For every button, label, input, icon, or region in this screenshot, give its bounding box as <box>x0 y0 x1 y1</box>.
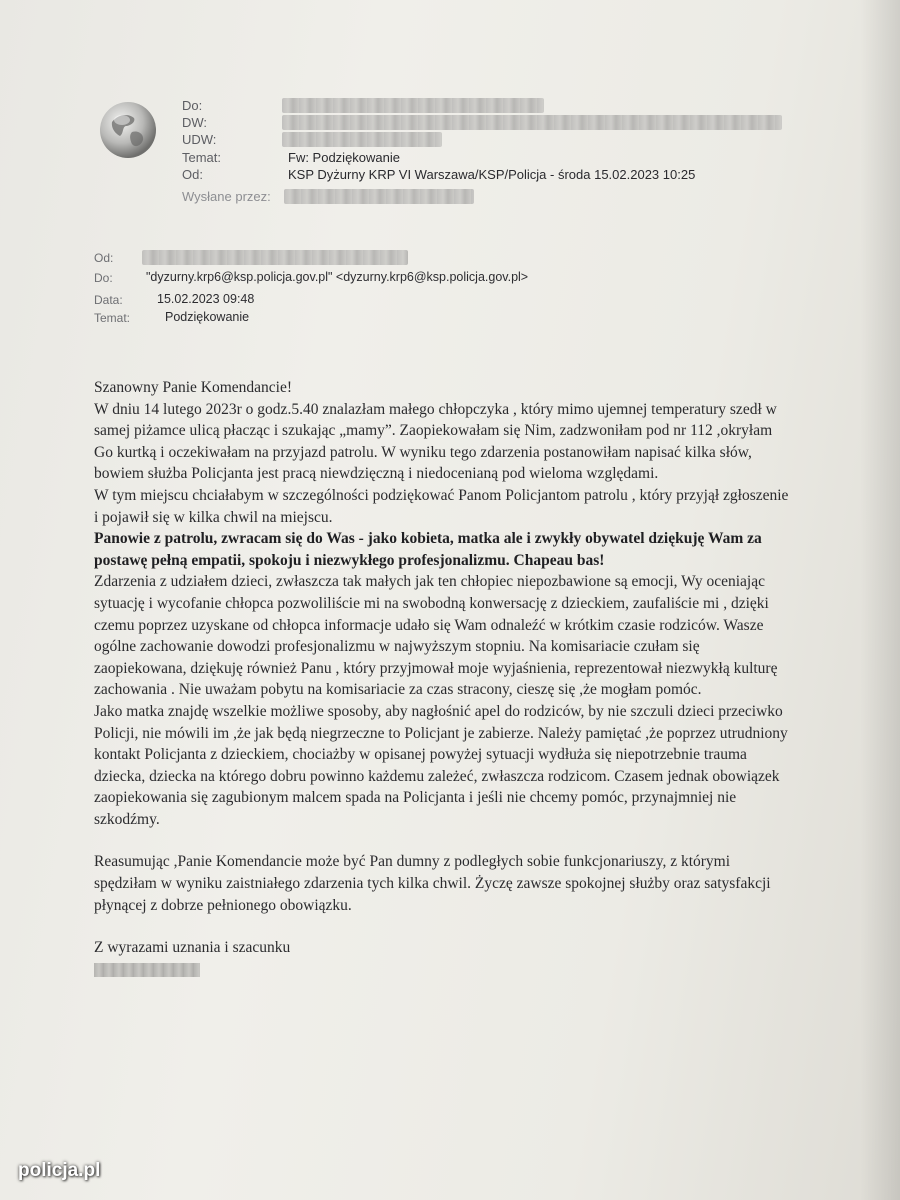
redacted-fwd-from <box>142 250 408 265</box>
to-label: Do: <box>182 98 203 113</box>
subject-value: Fw: Podziękowanie <box>288 150 400 165</box>
letter-closing: Z wyrazami uznania i szacunku <box>94 939 291 957</box>
sent-by-label: Wysłane przez: <box>182 189 271 204</box>
fwd-date-label: Data: <box>94 293 123 307</box>
page-shadow <box>860 0 900 1200</box>
letter-paragraph: W tym miejscu chciałabym w szczególności podziękować Panom Policjantom patrolu , który przyjął zgłoszenie i pojawił się w kilka chwil na miejscu. <box>94 486 789 526</box>
cc-label: DW: <box>182 115 208 130</box>
subject-label: Temat: <box>182 150 222 165</box>
from-value: KSP Dyżurny KRP VI Warszawa/KSP/Policja - środa 15.02.2023 10:25 <box>288 167 696 182</box>
fwd-from-label: Od: <box>94 251 114 265</box>
redacted-sent-by <box>284 189 474 204</box>
fwd-to-label: Do: <box>94 271 113 285</box>
redacted-cc <box>282 115 782 130</box>
letter-paragraph: W dniu 14 lutego 2023r o godz.5.40 znalazłam małego chłopczyka , który mimo ujemnej temperatury szedł w samej piżamce ulicą płacząc i szukając „mamy”. Zaopiekowałam się Nim, zadzwoniłam pod nr 112 ,okryłam Go kurtką i oczekiwałam na przyjazd patrolu. W wyniku tego zdarzenia postanowiłam napisać kilka słów, bowiem służba Policjanta jest pracą niewdzięczną i niedocenianą pod wieloma względami. <box>94 400 777 483</box>
fwd-subject-value: Podziękowanie <box>165 310 250 324</box>
letter-paragraph: Reasumując ,Panie Komendancie może być Pan dumny z podległych sobie funkcjonariuszy, z którymi spędziłam w wyniku zaistniałego zdarzenia tych kilka chwil. Życzę zawsze spokojnej służby oraz satysfakcji płynącej z dobrze pełnionego obowiązku. <box>94 853 771 914</box>
fwd-to-value: "dyzurny.krp6@ksp.policja.gov.pl" <dyzurny.krp6@ksp.policja.gov.pl> <box>146 270 529 284</box>
watermark: policja.pl <box>18 1160 101 1181</box>
letter-body <box>94 377 794 977</box>
letter-paragraph: Zdarzenia z udziałem dzieci, zwłaszcza tak małych jak ten chłopiec niepozbawione są emocji, Wy oceniając sytuację i wycofanie chłopca pozwoliliście mi na swobodną konwersację z dzieckiem, zaufaliście mi , dzięki czemu poprzez uzyskane od chłopca informacje udało się Wam odnaleźć w krótkim czasie rodziców. Wasze ogólne zachowanie dowodzi profesjonalizmu w najwyższym stopniu. Na komisariacie czułam się zaopiekowana, dziękuję również Panu , który przyjmował moje wyjaśnienia, reprezentował niezwykłą kulturę zachowania . Nie uważam pobytu na komisariacie za czas stracony, cieszę się ,że mogłam pomóc. <box>94 573 778 699</box>
letter-paragraph-bold: Panowie z patrolu, zwracam się do Was - jako kobieta, matka ale i zwykły obywatel dziękuję Wam za postawę pełną empatii, spokoju i niezwykłego profesjonalizmu. Chapeau bas! <box>94 530 762 569</box>
bcc-label: UDW: <box>182 132 217 147</box>
redacted-signature <box>94 963 200 977</box>
globe-icon <box>98 100 158 160</box>
letter-greeting: Szanowny Panie Komendancie! <box>94 379 292 396</box>
fwd-subject-label: Temat: <box>94 311 131 325</box>
redacted-to <box>282 98 544 113</box>
redacted-bcc <box>282 132 442 147</box>
fwd-date-value: 15.02.2023 09:48 <box>157 292 255 306</box>
from-label: Od: <box>182 167 203 182</box>
letter-paragraph: Jako matka znajdę wszelkie możliwe sposoby, aby nagłośnić apel do rodziców, by nie szczuli dzieci przeciwko Policji, nie mówili im ,że jak będą niegrzeczne to Policjant je zabierze. Należy pamiętać ,że poprzez utrudniony kontakt Policjanta z dzieckiem, chociażby w opisanej powyżej sytuacji wydłuża się niepotrzebnie trauma dziecka, dziecka na którego dobru powinno każdemu zależeć, zwłaszcza rodzicom. Czasem jednak obowiązek zaopiekowania się zagubionym malcem spada na Policjanta i jeśli nie chcemy pomóc, przynajmniej nie szkodźmy. <box>94 702 788 828</box>
